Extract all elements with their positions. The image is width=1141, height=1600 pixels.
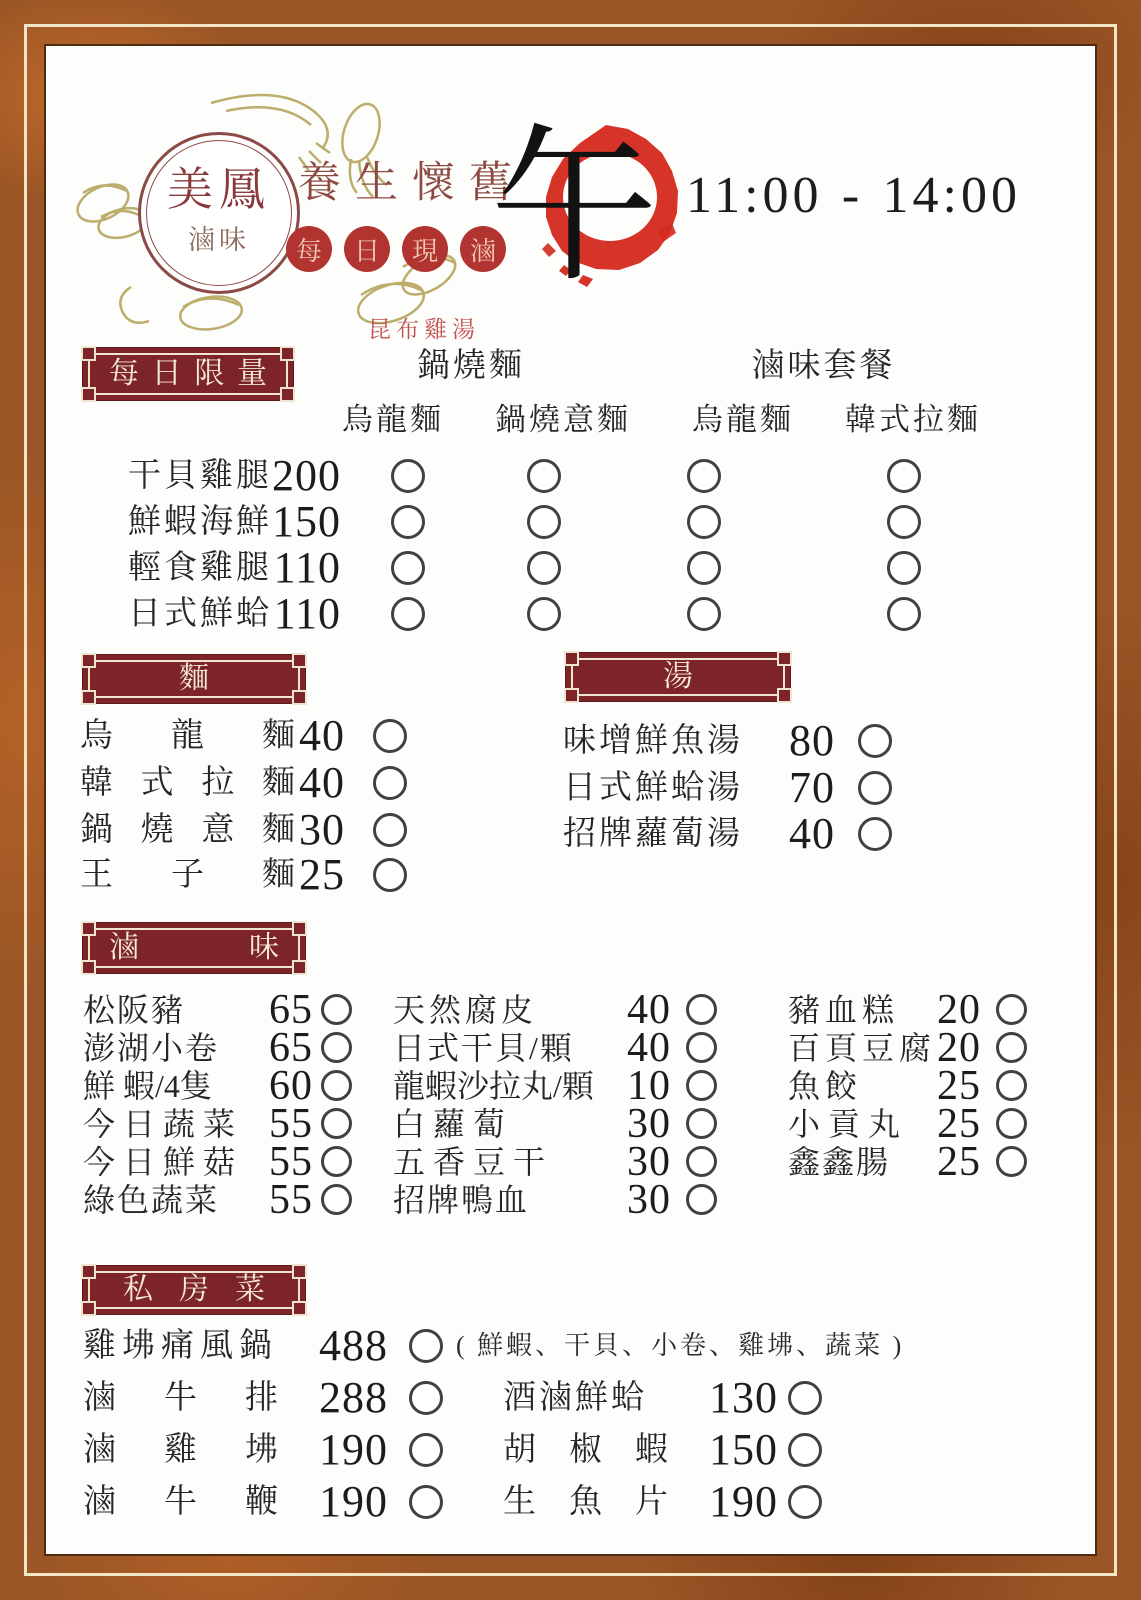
order-circle xyxy=(687,597,721,631)
corner-ornament xyxy=(280,387,295,402)
order-circle xyxy=(373,813,407,847)
daily-item-price: 150 xyxy=(272,497,341,546)
order-circle xyxy=(686,1146,717,1177)
braised-item-price: 25 xyxy=(937,1101,981,1147)
braised-item-name: 魚餃 xyxy=(788,1068,863,1104)
braised-item-price: 25 xyxy=(937,1139,981,1185)
private-item-price: 130 xyxy=(709,1373,778,1422)
open-time: 11:00 xyxy=(686,167,823,224)
braised-item-name: 五香豆干 xyxy=(393,1144,554,1180)
private-featured-price: 488 xyxy=(319,1321,388,1370)
corner-ornament xyxy=(81,346,96,361)
kombu-chicken-soup-note: 昆布雞湯 xyxy=(368,317,480,342)
corner-ornament xyxy=(292,1264,307,1279)
private-item-price: 288 xyxy=(319,1373,388,1422)
corner-ornament xyxy=(81,1301,96,1316)
braised-item-name: 鮮 蝦/4隻 xyxy=(83,1068,212,1104)
daily-item-name: 干貝雞腿 xyxy=(128,458,272,494)
private-item-price: 190 xyxy=(319,1425,388,1474)
menu-paper xyxy=(44,44,1097,1556)
soup-item-name: 日式鮮蛤湯 xyxy=(563,770,743,806)
soup-item-name: 招牌蘿蔔湯 xyxy=(563,816,743,852)
braised-item-price: 10 xyxy=(627,1063,671,1109)
order-circle xyxy=(321,1108,352,1139)
column-header-potnoodle-yi: 鍋燒意麵 xyxy=(495,402,631,437)
order-circle xyxy=(996,1032,1027,1063)
braised-item-name: 龍蝦沙拉丸/顆 xyxy=(393,1068,594,1104)
noodle-item-name: 鍋 燒 意 麵 xyxy=(80,812,295,848)
brand-tagline: 養生懷舊 xyxy=(298,160,526,207)
stamp-circle: 滷 xyxy=(460,226,506,272)
business-hours xyxy=(686,168,1021,224)
order-circle xyxy=(391,551,425,585)
order-circle xyxy=(373,858,407,892)
braised-item-name: 澎湖小卷 xyxy=(83,1030,220,1066)
order-circle xyxy=(788,1433,822,1467)
soups-banner xyxy=(566,653,790,701)
order-circle xyxy=(858,724,892,758)
braised-item-name: 豬血糕 xyxy=(788,992,900,1028)
private-dishes-banner xyxy=(83,1266,305,1314)
close-time: 14:00 xyxy=(882,167,1021,224)
order-circle xyxy=(391,505,425,539)
group-header-potnoodle: 鍋燒麵 xyxy=(417,348,525,384)
private-featured-name: 雞坲痛風鍋 xyxy=(83,1328,278,1364)
braised-item-price: 40 xyxy=(627,987,671,1033)
private-item-name: 胡 椒 蝦 xyxy=(503,1432,668,1468)
braised-item-name: 今日蔬菜 xyxy=(83,1106,244,1142)
braised-banner xyxy=(83,923,305,973)
noodles-banner-label: 麵 xyxy=(179,662,209,695)
stamp-circle: 日 xyxy=(344,226,390,272)
private-item-name: 滷 牛 排 xyxy=(83,1380,278,1416)
private-item-name: 酒滷鮮蛤 xyxy=(503,1380,647,1416)
order-circle xyxy=(527,505,561,539)
private-item-price: 190 xyxy=(319,1477,388,1526)
order-circle xyxy=(321,1070,352,1101)
noodle-item-price: 30 xyxy=(299,805,345,854)
brand-subname: 滷味 xyxy=(188,225,250,255)
order-circle xyxy=(788,1485,822,1519)
order-circle xyxy=(887,551,921,585)
braised-item-price: 20 xyxy=(937,1025,981,1071)
order-circle xyxy=(409,1433,443,1467)
order-circle xyxy=(686,994,717,1025)
order-circle xyxy=(687,459,721,493)
braised-item-price: 55 xyxy=(269,1139,313,1185)
braised-item-name: 松阪豬 xyxy=(83,992,186,1028)
braised-item-price: 20 xyxy=(937,987,981,1033)
order-circle xyxy=(321,1032,352,1063)
soups-banner-label: 湯 xyxy=(663,660,693,693)
private-item-price: 150 xyxy=(709,1425,778,1474)
order-circle xyxy=(373,719,407,753)
soup-item-price: 40 xyxy=(789,809,835,858)
brand-logo xyxy=(138,132,300,294)
noodle-item-price: 40 xyxy=(299,758,345,807)
corner-ornament xyxy=(81,1264,96,1279)
private-dishes-banner-label: 私 房 菜 xyxy=(123,1273,265,1306)
order-circle xyxy=(887,459,921,493)
private-featured-note: ( 鮮蝦、干貝、小卷、雞坲、蔬菜 ) xyxy=(456,1331,905,1360)
order-circle xyxy=(527,551,561,585)
corner-ornament xyxy=(564,651,579,666)
corner-ornament xyxy=(777,688,792,703)
noodle-item-name: 烏 龍 麵 xyxy=(80,718,295,754)
corner-ornament xyxy=(81,921,96,936)
order-circle xyxy=(409,1381,443,1415)
corner-ornament xyxy=(292,921,307,936)
order-circle xyxy=(409,1329,443,1363)
order-circle xyxy=(686,1032,717,1063)
noodle-item-price: 25 xyxy=(299,850,345,899)
braised-item-name: 鑫鑫腸 xyxy=(788,1144,891,1180)
corner-ornament xyxy=(280,346,295,361)
daily-item-price: 200 xyxy=(272,451,341,500)
soup-item-name: 味增鮮魚湯 xyxy=(563,723,743,759)
braised-item-price: 25 xyxy=(937,1063,981,1109)
braised-item-price: 30 xyxy=(627,1177,671,1223)
private-item-name: 生 魚 片 xyxy=(503,1484,668,1520)
noon-stamp xyxy=(488,113,698,303)
corner-ornament xyxy=(292,960,307,975)
order-circle xyxy=(321,1184,352,1215)
soup-item-price: 80 xyxy=(789,716,835,765)
column-header-korean-ramen: 韓式拉麵 xyxy=(845,402,981,437)
corner-ornament xyxy=(777,651,792,666)
order-circle xyxy=(996,1108,1027,1139)
order-circle xyxy=(858,817,892,851)
brand-stamp-row xyxy=(286,226,506,272)
daily-item-name: 鮮蝦海鮮 xyxy=(128,504,272,540)
order-circle xyxy=(409,1485,443,1519)
soup-item-price: 70 xyxy=(789,763,835,812)
noodles-banner xyxy=(83,655,305,703)
order-circle xyxy=(321,1146,352,1177)
order-circle xyxy=(527,459,561,493)
order-circle xyxy=(686,1184,717,1215)
braised-item-name: 招牌鴨血 xyxy=(393,1182,530,1218)
hours-dash: - xyxy=(841,167,864,224)
braised-item-name: 日式干貝/顆 xyxy=(393,1030,574,1066)
order-circle xyxy=(887,505,921,539)
braised-item-name: 綠色蔬菜 xyxy=(83,1182,220,1218)
daily-item-price: 110 xyxy=(273,589,341,638)
daily-limited-banner xyxy=(83,348,293,400)
braised-banner-label: 滷 味 xyxy=(109,931,279,964)
order-circle xyxy=(687,505,721,539)
order-circle xyxy=(321,994,352,1025)
stamp-circle: 每 xyxy=(286,226,332,272)
corner-ornament xyxy=(292,1301,307,1316)
daily-item-name: 輕食雞腿 xyxy=(128,550,272,586)
noon-char-glyph: 午 xyxy=(490,116,658,302)
order-circle xyxy=(686,1108,717,1139)
corner-ornament xyxy=(564,688,579,703)
braised-item-price: 55 xyxy=(269,1177,313,1223)
column-header-udon-2: 烏龍麵 xyxy=(692,402,794,437)
brand-name: 美鳳 xyxy=(167,164,271,215)
private-item-name: 滷 牛 鞭 xyxy=(83,1484,278,1520)
daily-item-price: 110 xyxy=(273,543,341,592)
daily-limited-banner-label: 每 日 限 量 xyxy=(109,357,267,390)
braised-item-name: 小貢丸 xyxy=(788,1106,909,1142)
noodle-item-name: 韓 式 拉 麵 xyxy=(80,765,295,801)
order-circle xyxy=(887,597,921,631)
braised-item-name: 天然腐皮 xyxy=(393,992,538,1028)
braised-item-name: 今日鮮菇 xyxy=(83,1144,244,1180)
braised-item-price: 60 xyxy=(269,1063,313,1109)
braised-item-price: 65 xyxy=(269,1025,313,1071)
braised-item-price: 30 xyxy=(627,1139,671,1185)
order-circle xyxy=(391,597,425,631)
column-header-udon-1: 烏龍麵 xyxy=(342,402,444,437)
braised-item-price: 30 xyxy=(627,1101,671,1147)
corner-ornament xyxy=(292,690,307,705)
braised-item-price: 65 xyxy=(269,987,313,1033)
corner-ornament xyxy=(81,387,96,402)
order-circle xyxy=(686,1070,717,1101)
order-circle xyxy=(788,1381,822,1415)
noodle-item-name: 王 子 麵 xyxy=(80,857,295,893)
order-circle xyxy=(996,1146,1027,1177)
corner-ornament xyxy=(81,653,96,668)
corner-ornament xyxy=(81,960,96,975)
order-circle xyxy=(687,551,721,585)
braised-item-price: 40 xyxy=(627,1025,671,1071)
braised-item-name: 白蘿蔔 xyxy=(393,1106,514,1142)
braised-item-name: 百頁豆腐 xyxy=(788,1030,937,1066)
group-header-braised-set: 滷味套餐 xyxy=(751,348,896,384)
stamp-circle: 現 xyxy=(402,226,448,272)
order-circle xyxy=(996,994,1027,1025)
corner-ornament xyxy=(292,653,307,668)
private-item-price: 190 xyxy=(709,1477,778,1526)
corner-ornament xyxy=(81,690,96,705)
daily-item-name: 日式鮮蛤 xyxy=(128,596,272,632)
order-circle xyxy=(996,1070,1027,1101)
noodle-item-price: 40 xyxy=(299,711,345,760)
order-circle xyxy=(373,766,407,800)
private-item-name: 滷 雞 坲 xyxy=(83,1432,278,1468)
order-circle xyxy=(527,597,561,631)
order-circle xyxy=(858,771,892,805)
braised-item-price: 55 xyxy=(269,1101,313,1147)
order-circle xyxy=(391,459,425,493)
